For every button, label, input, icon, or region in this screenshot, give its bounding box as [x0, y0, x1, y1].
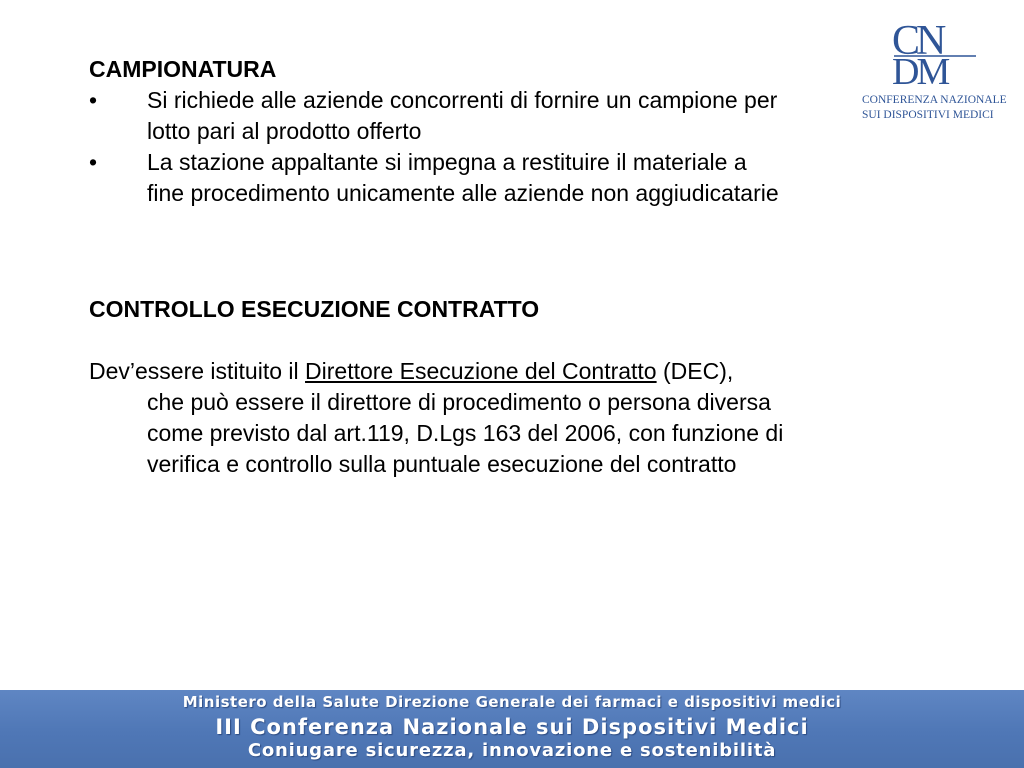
bullet-icon: • — [89, 87, 98, 113]
dec-link[interactable]: Direttore Esecuzione del Contratto — [305, 358, 657, 384]
footer-conference-line: III Conferenza Nazionale sui Dispositivi Medici — [215, 715, 809, 739]
paragraph-line: verifica e controllo sulla puntuale esecuzione del contratto — [147, 451, 737, 477]
section-title-campionatura: CAMPIONATURA — [89, 56, 277, 82]
list-item — [89, 85, 949, 147]
paragraph-suffix: (DEC), — [656, 358, 734, 384]
footer-ministry-line: Ministero della Salute Direzione Generale dei farmaci e dispositivi medici — [182, 693, 842, 711]
logo-letters-top: CN — [892, 18, 943, 64]
dec-paragraph — [89, 356, 949, 480]
logo-line-2: SUI DISPOSITIVI MEDICI — [862, 109, 994, 121]
bullet-line: La stazione appaltante si impegna a restituire il materiale a — [147, 149, 747, 175]
list-item — [89, 147, 949, 209]
bullet-icon: • — [89, 149, 98, 175]
bullet-line: lotto pari al prodotto offerto — [147, 118, 422, 144]
bullet-line: fine procedimento unicamente alle aziende non aggiudicatarie — [147, 180, 779, 206]
paragraph-line: che può essere il direttore di procedimento o persona diversa — [147, 389, 771, 415]
campionatura-bullet-list — [89, 85, 949, 209]
logo-letters-bottom: DM — [892, 51, 948, 93]
footer-banner — [0, 690, 1024, 768]
bullet-line: Si richiede alle aziende concorrenti di fornire un campione per — [147, 87, 778, 113]
slide-body — [89, 54, 949, 480]
footer-motto-line: Coniugare sicurezza, innovazione e sostenibilità — [247, 740, 777, 761]
paragraph-line: come previsto dal art.119, D.Lgs 163 del 2006, con funzione di — [147, 420, 784, 446]
section-title-controllo: CONTROLLO ESECUZIONE CONTRATTO — [89, 296, 540, 322]
paragraph-prefix: Dev’essere istituito il — [89, 358, 306, 384]
logo-line-1: CONFERENZA NAZIONALE — [862, 94, 1007, 106]
